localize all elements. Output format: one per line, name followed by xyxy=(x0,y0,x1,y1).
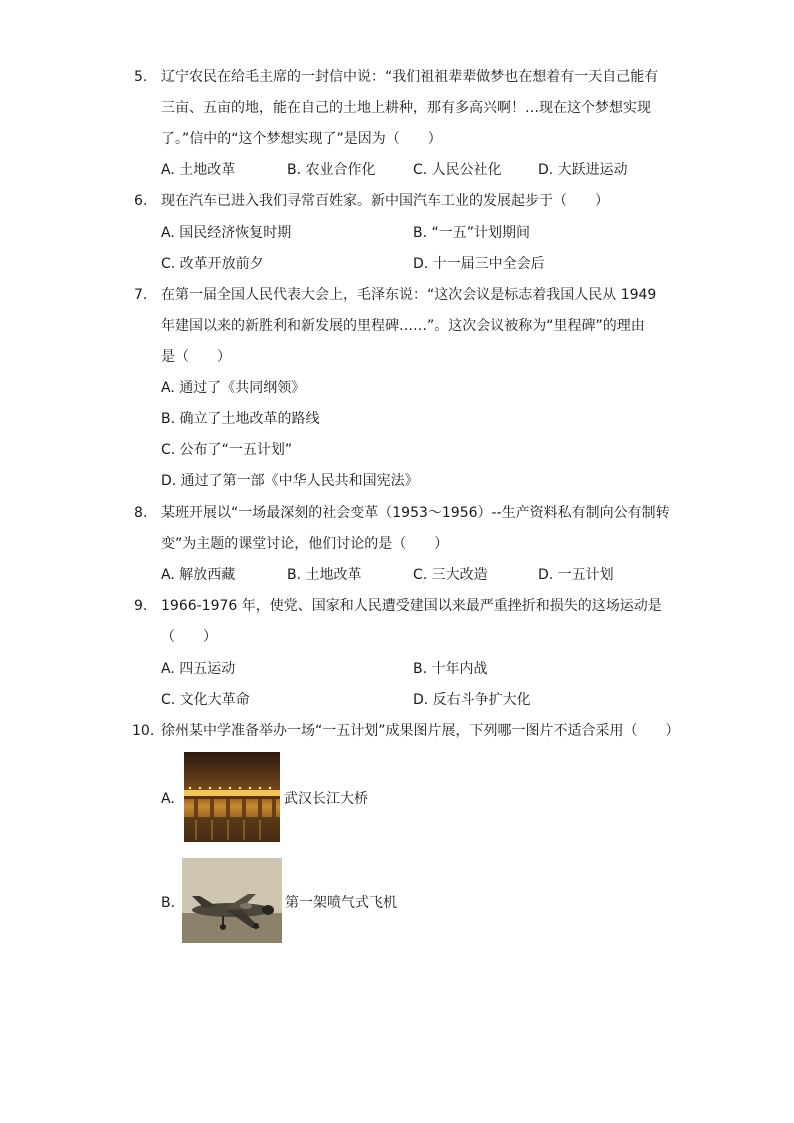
question-5-option-d[interactable]: D. 大跃进运动 xyxy=(538,162,628,178)
question-5-text-line-1: 辽宁农民在给毛主席的一封信中说：“我们祖祖辈辈做梦也在想着有一天自己能有 xyxy=(161,69,659,85)
question-8-option-c[interactable]: C. 三大改造 xyxy=(413,567,488,583)
question-8-option-a[interactable]: A. 解放西藏 xyxy=(161,567,236,583)
question-7-option-c[interactable]: C. 公布了“一五计划” xyxy=(161,442,293,458)
question-10-option-b-caption: 第一架喷气式飞机 xyxy=(285,895,397,911)
question-10-option-a-letter[interactable]: A. xyxy=(161,791,175,807)
question-8-number: 8. xyxy=(134,505,148,521)
question-9-option-d[interactable]: D. 反右斗争扩大化 xyxy=(413,692,531,708)
question-10-number: 10. xyxy=(132,723,155,739)
question-7-option-d[interactable]: D. 通过了第一部《中华人民共和国宪法》 xyxy=(161,473,419,489)
question-9-option-c[interactable]: C. 文化大革命 xyxy=(161,692,250,708)
bridge-photo-svg xyxy=(184,752,280,842)
question-5-text-line-3: 了。”信中的“这个梦想实现了”是因为（ ） xyxy=(161,131,442,147)
jet-photo-icon[interactable] xyxy=(182,858,282,943)
question-8-text-line-1: 某班开展以“一场最深刻的社会变革（1953～1956）--生产资料私有制向公有制转 xyxy=(161,505,670,521)
question-9-number: 9. xyxy=(134,598,148,614)
question-5-option-a[interactable]: A. 土地改革 xyxy=(161,162,236,178)
question-9-text-line-2: （ ） xyxy=(161,629,217,645)
question-5-text-line-2: 三亩、五亩的地，能在自己的土地上耕种，那有多高兴啊！…现在这个梦想实现 xyxy=(161,100,651,116)
question-8-option-d[interactable]: D. 一五计划 xyxy=(538,567,614,583)
question-7-text-line-3: 是（ ） xyxy=(161,349,231,365)
question-7-option-b[interactable]: B. 确立了土地改革的路线 xyxy=(161,411,320,427)
jet-photo-svg xyxy=(182,858,282,943)
question-6-option-d[interactable]: D. 十一届三中全会后 xyxy=(413,256,545,272)
question-10-option-a-caption: 武汉长江大桥 xyxy=(284,791,368,807)
question-9-option-b[interactable]: B. 十年内战 xyxy=(413,661,488,677)
question-7-text-line-1: 在第一届全国人民代表大会上，毛泽东说：“这次会议是标志着我国人民从 1949 xyxy=(161,287,657,303)
question-9-option-a[interactable]: A. 四五运动 xyxy=(161,661,236,677)
question-6-number: 6. xyxy=(134,193,148,209)
question-8-text-line-2: 变”为主题的课堂讨论，他们讨论的是（ ） xyxy=(161,536,449,552)
question-5-option-b[interactable]: B. 农业合作化 xyxy=(287,162,376,178)
question-10-option-b-letter[interactable]: B. xyxy=(161,895,176,911)
question-6-text-line-1: 现在汽车已进入我们寻常百姓家。新中国汽车工业的发展起步于（ ） xyxy=(161,193,609,209)
question-6-option-a[interactable]: A. 国民经济恢复时期 xyxy=(161,225,292,241)
question-10-text-line-1: 徐州某中学准备举办一场“一五计划”成果图片展，下列哪一图片不适合采用（ ） xyxy=(161,723,680,739)
question-9-text-line-1: 1966-1976 年，使党、国家和人民遭受建国以来最严重挫折和损失的这场运动是 xyxy=(161,598,662,614)
question-5-number: 5. xyxy=(134,69,148,85)
question-7-text-line-2: 年建国以来的新胜利和新发展的里程碑……”。这次会议被称为“里程碑”的理由 xyxy=(161,318,645,334)
question-8-option-b[interactable]: B. 土地改革 xyxy=(287,567,362,583)
question-7-option-a[interactable]: A. 通过了《共同纲领》 xyxy=(161,380,306,396)
bridge-photo-icon[interactable] xyxy=(184,752,280,842)
question-6-option-b[interactable]: B. “一五”计划期间 xyxy=(413,225,531,241)
question-7-number: 7. xyxy=(134,287,148,303)
question-6-option-c[interactable]: C. 改革开放前夕 xyxy=(161,256,264,272)
question-5-option-c[interactable]: C. 人民公社化 xyxy=(413,162,502,178)
